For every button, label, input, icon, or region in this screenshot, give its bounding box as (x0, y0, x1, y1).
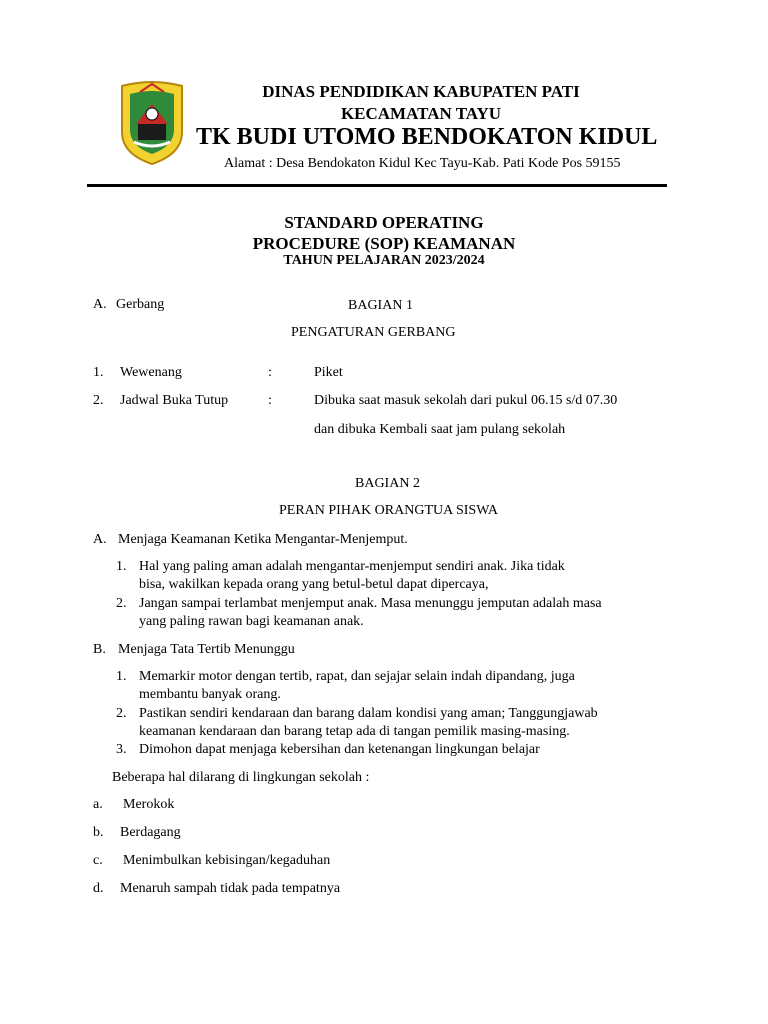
prohibited-marker: a. (93, 797, 103, 812)
district-name: KECAMATAN TAYU (340, 104, 502, 123)
prohibited-item: Berdagang (120, 825, 181, 840)
list-item-text: Hal yang paling aman adalah mengantar-menjemput sendiri anak. Jika tidak (139, 559, 565, 574)
list-item-text: Dimohon dapat menjaga kebersihan dan ketenangan lingkungan belajar (139, 742, 540, 757)
row-number: 1. (93, 365, 104, 380)
row-separator: : (268, 393, 272, 408)
list-number: 2. (116, 706, 127, 721)
list-item-text-continued: membantu banyak orang. (139, 687, 281, 702)
row-key: Wewenang (120, 365, 182, 380)
prohibited-item: Menimbulkan kebisingan/kegaduhan (123, 853, 331, 868)
subsection-a-label: Menjaga Keamanan Ketika Mengantar-Menjemput. (118, 532, 408, 547)
list-item-text-continued: bisa, wakilkan kepada orang yang betul-betul dapat dipercaya, (139, 577, 489, 592)
row-value-continued: dan dibuka Kembali saat jam pulang sekolah (314, 422, 566, 437)
agency-name: DINAS PENDIDIKAN KABUPATEN PATI (262, 82, 580, 101)
subsection-b-marker: B. (93, 642, 106, 657)
list-item-text: Jangan sampai terlambat menjemput anak. Masa menunggu jemputan adalah masa (139, 596, 602, 611)
prohibited-item: Menaruh sampah tidak pada tempatnya (120, 881, 341, 896)
list-item-text-continued: keamanan kendaraan dan barang tetap ada di tangan pemilik masing-masing. (139, 724, 570, 739)
list-item-text: Pastikan sendiri kendaraan dan barang dalam kondisi yang aman; Tanggungjawab (139, 706, 598, 721)
school-address: Alamat : Desa Bendokaton Kidul Kec Tayu-Kab. Pati Kode Pos 59155 (224, 156, 621, 171)
list-number: 3. (116, 742, 127, 757)
list-item-text: Memarkir motor dengan tertib, rapat, dan sejajar selain indah dipandang, juga (139, 669, 575, 684)
peran-orangtua-heading: PERAN PIHAK ORANGTUA SISWA (279, 503, 498, 518)
prohibited-marker: d. (93, 881, 104, 896)
list-item-text-continued: yang paling rawan bagi keamanan anak. (139, 614, 364, 629)
pengaturan-gerbang-heading: PENGATURAN GERBANG (291, 325, 456, 340)
list-number: 1. (116, 559, 127, 574)
row-separator: : (268, 365, 272, 380)
prohibited-marker: c. (93, 853, 103, 868)
row-value: Dibuka saat masuk sekolah dari pukul 06.15 s/d 07.30 (314, 393, 618, 408)
row-key: Jadwal Buka Tutup (120, 393, 229, 408)
bagian-1-heading: BAGIAN 1 (348, 298, 413, 313)
doc-title-line1: STANDARD OPERATING (284, 213, 484, 232)
row-value: Piket (314, 365, 343, 380)
subsection-a-marker: A. (93, 532, 107, 547)
prohibited-intro: Beberapa hal dilarang di lingkungan sekolah : (112, 770, 370, 785)
row-number: 2. (93, 393, 104, 408)
section-a-marker: A. (93, 297, 107, 312)
header-divider (87, 184, 667, 187)
list-number: 2. (116, 596, 127, 611)
school-name: TK BUDI UTOMO BENDOKATON KIDUL (196, 124, 658, 150)
doc-title-year: TAHUN PELAJARAN 2023/2024 (283, 253, 485, 268)
list-number: 1. (116, 669, 127, 684)
subsection-b-label: Menjaga Tata Tertib Menunggu (118, 642, 295, 657)
bagian-2-heading: BAGIAN 2 (355, 476, 420, 491)
prohibited-marker: b. (93, 825, 104, 840)
prohibited-item: Merokok (123, 797, 175, 812)
doc-title-line2: PROCEDURE (SOP) KEAMANAN (252, 234, 516, 253)
section-a-label: Gerbang (116, 297, 165, 312)
